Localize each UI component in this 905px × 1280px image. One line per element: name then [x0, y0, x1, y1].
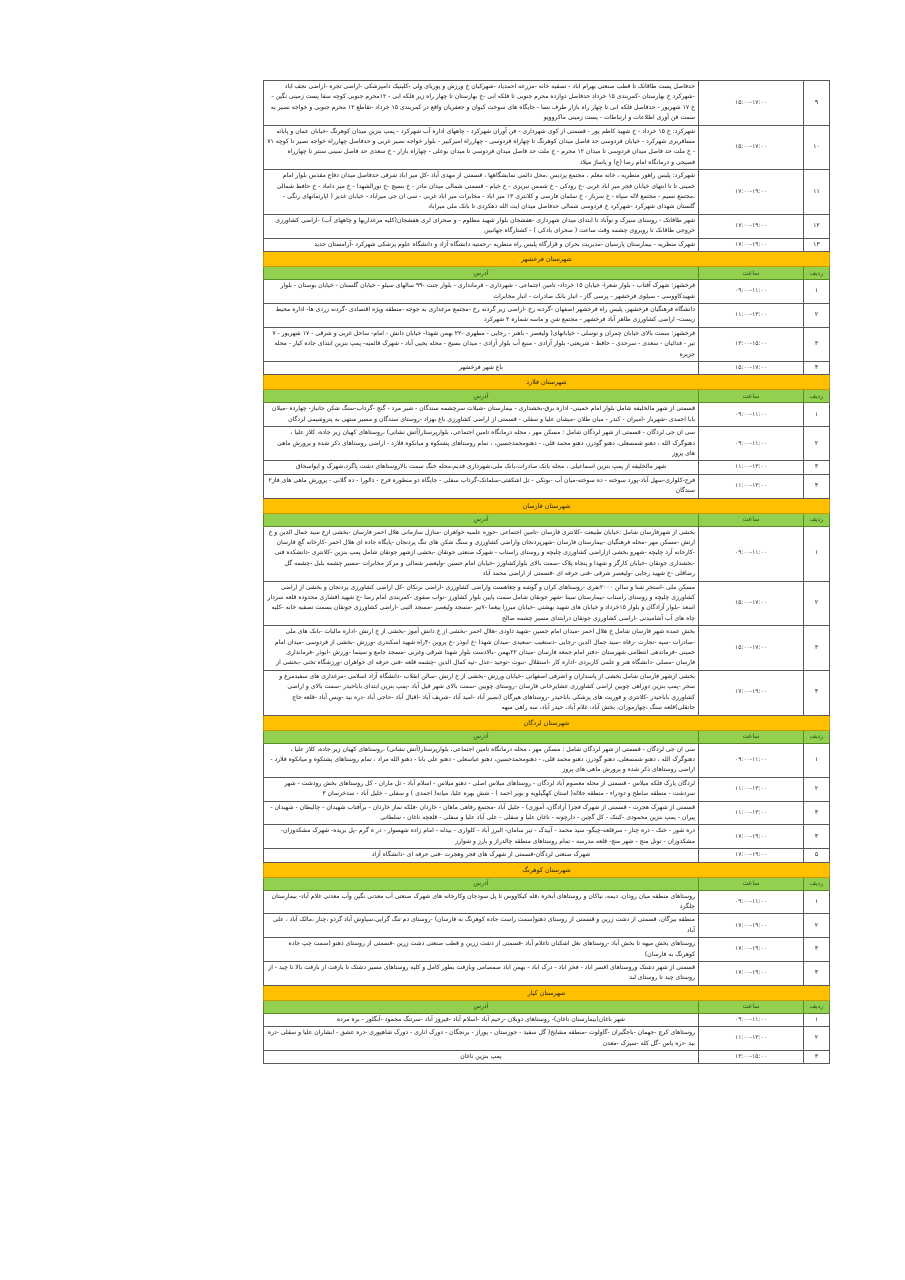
column-header-row-number: ردیف — [804, 390, 830, 403]
outage-schedule-page — [263, 80, 830, 1064]
column-header-row-number: ردیف — [804, 513, 830, 526]
column-header-row — [264, 267, 830, 280]
outage-address: باغ شهر فرخشهر — [264, 361, 699, 374]
row-number: ۱۳ — [804, 238, 830, 251]
outage-time: ۱۱:۰۰-۱۳:۰۰ — [699, 801, 804, 825]
row-number: ۲ — [804, 303, 830, 327]
column-header-time: ساعت — [699, 877, 804, 890]
table-row — [264, 777, 830, 801]
outage-time: ۱۳:۰۰-۱۵:۰۰ — [699, 327, 804, 361]
column-header-time: ساعت — [699, 1000, 804, 1013]
column-header-time: ساعت — [699, 267, 804, 280]
column-header-row — [264, 730, 830, 743]
column-header-address: آدرس — [264, 1000, 699, 1013]
county-section-header — [264, 715, 830, 730]
outage-time: ۱۷:۰۰-۱۹:۰۰ — [699, 170, 804, 215]
column-header-row — [264, 513, 830, 526]
outage-address: پمپ بنزین ناغان — [264, 1051, 699, 1064]
county-name: شهرستان کوهرنگ — [264, 862, 830, 877]
county-name: شهرستان فلارد — [264, 375, 830, 390]
outage-address: روستاهای کرچ -جهمان -باجگیران -گاولوت -منطقه مشایخ( گل سفید - جوزستان - پوراز - برنجگان - دورک اناری - دورک شاهپوری -دره عشق - ابشاران علیا و سفلی -دره بید -دره یاس -گل کله -سیرک -معدن — [264, 1027, 699, 1051]
column-header-row-number: ردیف — [804, 1000, 830, 1013]
column-header-time: ساعت — [699, 730, 804, 743]
county-section-header — [264, 375, 830, 390]
row-number: ۳ — [804, 626, 830, 671]
outage-address: شهر طاقانک - روستای سیرک و نوآباد تا ابتدای میدان شهرداری -هفشجان بلوار شهید مظلوم - و صحرای لری هفشجان(کلیه مرغداریها و چاههای آب) -اراضی کشاورزی خروجی طاقانک تا روبروی چشمه وقت ساعت ( صحرای بادکی ) - کشتارگاه جهانبین — [264, 214, 699, 238]
outage-time: ۰۹:۰۰-۱۱:۰۰ — [699, 890, 804, 914]
county-name: شهرستان کیار — [264, 985, 830, 1000]
outage-time: ۱۷:۰۰-۱۹:۰۰ — [699, 914, 804, 938]
column-header-time: ساعت — [699, 390, 804, 403]
row-number: ۳ — [804, 1051, 830, 1064]
row-number: ۲ — [804, 914, 830, 938]
outage-address: فرخشهر: سمت بالای خیابان چمران و توسلی - خیابانهای( ولیعصر - باهنر - رجایی - مطهری -۲۲ بهمن شهدا- خیابان دانش - امام- ساحل غربی و شرقی - ۱۷ شهریور - ۷ تیر - فدائیان - سعدی - سرحدی - حافظ - شریعتی- بلوار آزادی - منبع آب بلوار آزادی - میدان بسیج - محله یحیی آباد - شهرک قائمیه- پمپ بنزین ابتدای جاده کیار - محله جزیره — [264, 327, 699, 361]
outage-time: ۱۵:۰۰-۱۷:۰۰ — [699, 125, 804, 170]
column-header-row — [264, 1000, 830, 1013]
row-number: ۳ — [804, 461, 830, 474]
table-row — [264, 238, 830, 251]
table-row — [264, 801, 830, 825]
column-header-row — [264, 877, 830, 890]
outage-address: شهرکرد: خ ۱۵ خرداد - خ شهید کاظم پور - قسمتی از کوی شهرداری - فن آوران شهرکرد - چاههای اداره آب شهرکرد - پمپ بنزین میدان کوهرنگ -خیابان عمان و پایانه مسافربری شهرکرد - خیابان فردوسی حد فاصل میدان کوهرنگ تا چهاراه فردوسی - چهارراه امیرکبیر - بلوار خواجه نصیر غربی و حدفاصل چهارراه خواجه نصیر تا کوچه ۷۱ - خ ملت حد فاصل میدان فردوسی تا میدان ۱۲ محرم - خ ملت حد فاصل میدان فردوسی تا میدان بوعلی - چهاراه بازار - خ سعدی حد فاصل سینی سنتر تا چهارراه فصیحی و درمانگاه امام رضا (ع) و پاساژ میلاد — [264, 125, 699, 170]
column-header-row-number: ردیف — [804, 877, 830, 890]
row-number: ۱ — [804, 280, 830, 304]
outage-time: ۱۷:۰۰-۱۹:۰۰ — [699, 825, 804, 849]
county-section-header — [264, 498, 830, 513]
table-row — [264, 1027, 830, 1051]
outage-time: ۱۵:۰۰-۱۷:۰۰ — [699, 626, 804, 671]
table-row — [264, 81, 830, 126]
outage-time: ۱۳:۰۰-۱۵:۰۰ — [699, 1051, 804, 1064]
table-row — [264, 914, 830, 938]
row-number: ۱ — [804, 743, 830, 777]
outage-time: ۱۱:۰۰-۱۳:۰۰ — [699, 1027, 804, 1051]
table-row — [264, 427, 830, 461]
table-body — [264, 81, 830, 1064]
county-section-header — [264, 252, 830, 267]
outage-address: شهرکرد: پلیس راهور منظریه ، خانه معلم ، مجتمع پردیس ،محل دائمی نمایشگاهها ، قسمتی از مهدی آباد -کل میر اباد شرقی حدفاصل میدان دفاع مقدس بلوار امام خمینی تا تا انتهای خیابان فجر میر اباد غربی -خ رودکی - خ شمس تبریزی - خ خیام - قسمتی شمالی میدان مادر - خ بسیج -خ نورالشهدا - خ میر داماد - خ حافظ شمالی ،مجتمع نسیم - مجتمع لاله سپاه - خ سرباز - خ سلمان فارسی و کلانتری ۱۳ میر اباد - مخابرات میر اباد غربی - سی ان جی میراباد - خیابان غدیر ( اپارتمانهای رنگی - گلستان شهدای شهرکرد -شهرکرد خ فردوسی شمالی حدفاصل میدان ایت الله دهکردی تا بانک ملی میراباد — [264, 170, 699, 215]
county-name: شهرستان فارسان — [264, 498, 830, 513]
row-number: ۳ — [804, 327, 830, 361]
outage-address: فرح-کلواری-سهل آباد-پورد سوخته - ده سوخته-میان آب -بونکی - تل اشکفتی-سلمانک-گرداب سفلی - جایگاه دو منظوره فرح - دالورا - ده گلابی - پرورش ماهی های فاز۲ سندگان — [264, 474, 699, 498]
outage-address: لردگان پارک فلکه میلاس - قسمتی از محله معصوم آباد لردگان - روستاهای میلاس اصلی - دهنو میلاس - اسلام آباد - تل ماران - کل روستاهای بخش رودشت - شهر سردشت - منطقه ساطح و دودراء - منطقه جلاله( استان کهگیلویه و بویر احمد ) - شش بهره علیا، میانه( احمدی ) و سفلی - خلیل آباد - سدخرسان ۳ — [264, 777, 699, 801]
outage-address: دره شور - خنک - دره چنار - سرقلعه-چیگو- سید محمد - آبیدک - تیر سامان- البرز آباد - کلواری - بیدله - امام زاده شهسوار - در ه گرم -پل بریده- شهرک مشکدوزان- مشکدوزان - تونل منج - شهر منج- قلعه مدرسه - تمام روستاهای منطقه چالدراز و بارز و شوارز — [264, 825, 699, 849]
column-header-row-number: ردیف — [804, 730, 830, 743]
outage-address: حدفاصل پست طاقانک تا قطب صنعتی بهرام اباد - تصفیه خانه -مزرعه احمدیاد -شهرکیان خ ورزش و پوریای ولی -کلینیک دامپزشکی -اراضی تجره -اراضی نجف اباد -شهرکرد خ بهارستان -کمربندی ۱۵ خرداد حدفاصل دوازده محرم جنوبی تا فلکه ابی -خ بهارستان تا چهار راه زیر فلکه ابی - ۱۲محرم جنوبی کوچه سفا پست زمینی نگین - خ ۱۷ شهریور - حدفاصل فلکه ابی تا چهار راه بازار طرف نسا - جایگاه های سوخت کیوان و جعفریان واقع در کمربندی ۱۵ خرداد -تقاطع ۱۲ محرم جنوبی و خواجه نصیر به سمت فن آوری اطلاعات و ارتباطات - پست زمینی ماکروویو — [264, 81, 699, 126]
table-row — [264, 474, 830, 498]
row-number: ۲ — [804, 581, 830, 626]
outage-time: ۰۹:۰۰-۱۱:۰۰ — [699, 427, 804, 461]
outage-time: ۱۵:۰۰-۱۷:۰۰ — [699, 581, 804, 626]
table-row — [264, 849, 830, 862]
row-number: ۴ — [804, 825, 830, 849]
outage-address: سی ان جی لردگان - قسمتی از شهر لردگان شامل : مسکن مهر ، محله درمانگاه تامین اجتماعی، بلوارپرستار(آتش نشانی) ،روستاهای کهیان زیر جاده، کلاز علیا ، دهنوگرک الله ، دهنو شمسعلی، دهنو گودرز، دهنو محمد قلی، - دهنومحمدحسین، ، تمام روستاهای پشتکوه و میانکوه فلارد - اراضی روستاهای ذکر شده و پرورش ماهی های پروز — [264, 427, 699, 461]
column-header-address: آدرس — [264, 513, 699, 526]
table-row — [264, 303, 830, 327]
table-row — [264, 670, 830, 715]
table-row — [264, 327, 830, 361]
row-number: ۴ — [804, 361, 830, 374]
row-number: ۱۲ — [804, 214, 830, 238]
outage-time: ۱۱:۰۰-۱۳:۰۰ — [699, 461, 804, 474]
column-header-address: آدرس — [264, 390, 699, 403]
column-header-address: آدرس — [264, 267, 699, 280]
row-number: ۱ — [804, 526, 830, 581]
row-number: ۱ — [804, 1013, 830, 1026]
row-number: ۵ — [804, 849, 830, 862]
outage-address: مسکن ملی -استخر شنا و سالن ۲۰۰۰نفری -روستاهای کران و گوشه و چغاهست واراضی کشاورزی -اراضی برنکان -کل اراضی کشاورزی پردنجان و بخشی از اراضی کشاورزی چلیچه و روستای راستاب -بیمارستان سینا -شهر جونقان شامل سمت پایین بلوار کشاورز -نواب صفوی -کمربندی امام رضا -خ شهید افشاری محدوده قلعه سردار اسعد -بلوار آزادگان و بلوار ۱۵خرداد و خیابان های شهید بهشتی -خیابان میرزا بیغما -۷تیر -مسجد ولیعصر -مسجد النبی -اراضی کشاورزی جونقان بسمت تصفیه خانه -کلیه چاه های آب آشامیدنی -اراضی کشاورزی جونقان درابتدای مسیر چشمه صالح — [264, 581, 699, 626]
table-row — [264, 825, 830, 849]
outage-address: شهر مالخلیفه از پمپ بنزین اسماعیلی ، محله بانک صادرات،بانک ملی،شهرداری قدیم،محله خنگ سمت بالاروستاهای دشت پاگرد،شهرک و ابواسحاق — [264, 461, 699, 474]
county-section-header — [264, 862, 830, 877]
row-number: ۴ — [804, 962, 830, 986]
outage-time: ۰۹:۰۰-۱۱:۰۰ — [699, 743, 804, 777]
outage-address: بخش عمده شهر فارسان شامل خ هلال احمر -میدان امام حسین -شهید داودی -هلال احمر -بخشی از خ دانش آموز -بخشی از خ ارتش -اداره مالیات -بانک های ملی -صادرات -سپه -تجارت -رفاه -سید جمال الدین -رجایی -دستغیب -سعیدی -میدان شهدا -خ ابوذر -خ پروین -۴راه شهید اسکندری -ورزش -بخشی از فردوسی -میدان امام خمینی -فرماندهی انتظامی شهرستان -دفتر امام جمعه فارسان -میدان ۲۲بهمن -بالادست بلوار شهدا شرقی وغربی -مسجد جامع و سینما -ورزش -ابوذر -فرمانداری فارسان -مصلی -دانشگاه هنر و علمی کاربردی -اداره کار -استقلال -نبوت -توحید -عدل -تپه کمال الدین -چشمه قلعه -فنی حرفه ای خواهران -ورزشگاه تختی -بخشی از — [264, 626, 699, 671]
column-header-row-number: ردیف — [804, 267, 830, 280]
outage-schedule-table — [263, 80, 830, 1064]
outage-address: روستاهای بخش میهه تا بخش آباد -روستاهای نعل اشکنان تاغلام آباد -قسمتی از دشت زرین و قطب صنعتی دشت زرین -قسمتی از روستای دهنو (سمت چپ جاده کوهرنگ به فارسان) — [264, 938, 699, 962]
column-header-address: آدرس — [264, 877, 699, 890]
table-row — [264, 890, 830, 914]
table-row — [264, 170, 830, 215]
row-number: ۴ — [804, 474, 830, 498]
outage-time: ۱۱:۰۰-۱۳:۰۰ — [699, 474, 804, 498]
outage-time: ۱۵:۰۰-۱۷:۰۰ — [699, 361, 804, 374]
outage-address: شهرک منظریه - بیمارستان پارسیان -مدیریت بحران و قرارگاه پلیس راه منظریه -رحمتیه دانشگاه آزاد و دانشگاه علوم پزشکی شهرکرد -آرامستان جدید — [264, 238, 699, 251]
outage-address: قسمتی از شهر دشتک وروستاهای افسر اباد - فخر اباد - درک اباد - بهمن اباد صمصامی وبازفت بطور کامل و کلیه روستاهای مسیر دشتک تا بازفت از بازفت بالا تا چید - از روستای چید تا روستای لبد — [264, 962, 699, 986]
row-number: ۹ — [804, 81, 830, 126]
table-row — [264, 403, 830, 427]
outage-address: شهرک صنعتی لردگان-قسمتی از شهرک های فجر وهجرت -فنی حرفه ای -دانشگاه آزاد — [264, 849, 699, 862]
column-header-time: ساعت — [699, 513, 804, 526]
row-number: ۲ — [804, 1027, 830, 1051]
outage-time: ۱۷:۰۰-۱۹:۰۰ — [699, 214, 804, 238]
county-name: شهرستان فرخشهر — [264, 252, 830, 267]
row-number: ۲ — [804, 427, 830, 461]
outage-time: ۱۷:۰۰-۱۹:۰۰ — [699, 238, 804, 251]
table-row — [264, 1013, 830, 1026]
table-row — [264, 526, 830, 581]
outage-time: ۰۹:۰۰-۱۱:۰۰ — [699, 403, 804, 427]
outage-time: ۱۵:۰۰-۱۷:۰۰ — [699, 81, 804, 126]
outage-address: قسمتی از شهر مالخلیفه شامل بلوار امام خمینی- اداره برق-بخشداری - بیمارستان -شیلات سرچشمه سندگان - شیر مرد - گنج -گرداب-سنگ شکن جانباز- چهارده -میلان بابا احمدی -شهریار -امیران - کندر - میان طلان -میشان علیا و سفلی - قسمتی از اراضی کشاورزی باغ بهزاد -روستای سندگان و مسیر منتهی به پتروشیمی لردگان — [264, 403, 699, 427]
county-section-header — [264, 985, 830, 1000]
outage-address: شهر ناغان(بیمارستان ناغان)- روستاهای دوبلان -رحیم آباد -اسلام آباد -فیروز آباد -سرتنگ محمود -آبگلور - بره مرده — [264, 1013, 699, 1026]
table-row — [264, 743, 830, 777]
outage-address: منطقه بیرگان، قسمتی از دشت زرین و قسمتی از روستای دهنو(سمت راست جاده کوهرنگ به فارسان) -روستای دم تنگ گرایی،سیاوش آباد گردو ،چنار ،مالک آباد ، علی آباد — [264, 914, 699, 938]
row-number: ۱ — [804, 403, 830, 427]
outage-address: روستاهای منطقه میان رودان، دیمه، نیاکان و روستاهای آبخره ،قله کیکاووس تا پل سودجان وکارخانه های شهرک صنعتی آب معدنی نگین وآب معدنی غلام آباد- بیمارستان چلگرد — [264, 890, 699, 914]
row-number: ۱ — [804, 890, 830, 914]
outage-time: ۱۷:۰۰-۱۹:۰۰ — [699, 938, 804, 962]
row-number: ۳ — [804, 801, 830, 825]
outage-time: ۱۱:۰۰-۱۳:۰۰ — [699, 303, 804, 327]
outage-address: بخشی ازشهر فارسان شامل بخشی از پاسداران و اشرفی اصفهانی -خیابان ورزش -بخشی از خ ارتش -سالن انقلاب -دانشگاه آزاد اسلامی -مرغداری های سفیدمرغ و سحر -پمپ بنزین دوراهی چوبین اراضی کشاورزی عشایرخانی فارسان -روستای چوبین -سمت بالای شهر قیل آباد -پمپ بنزین ابتدای باباحیدر -سمت بالای و اراضی کشاورزی باباحیدر -کلانتری و فوریت های پزشکی باباحیدر -روستاهای هیرگان (نصیر آباد -امید آباد -شریف آباد -اقبال آباد -حاجی آباد -دره بید -ویس آباد -قلعه حاج جانقلی)قلعه سنگ ،چهارموران، بخش آباد، غلام آباد، حیدر آباد، سه راهی میهه — [264, 670, 699, 715]
row-number: ۳ — [804, 938, 830, 962]
column-header-address: آدرس — [264, 730, 699, 743]
outage-address: دانشگاه فرهنگیان فرخشهر، پلیس راه فرخشهر اصفهان -گردنه رخ -اراضی زیر گردنه رخ -مجتمع مرغداری به جوجه -منطقه ویژه اقتصادی -گردنه زردی ها- اداره محیط زیست- اراضی کشاورزی طاهر آباد فرخشهر - مجتمع شن و ماسه شماره ۲ شهرکرد — [264, 303, 699, 327]
row-number: ۱۱ — [804, 170, 830, 215]
outage-address: قسمتی از شهرک هجرت - قسمتی از شهرک فجر( آزادگان، آموزی) - جلیل آباد -مجتمع رفاهی ماهان - خاردان -فلکه نماز خاردان - برآفتاب شهیدان - چالیطان - شهیدان - پیران - پمپ بنزین محمودی -کینک - کل گچین - دارچونه - ناغان علیا و سفلی - علی آباد علیا و سفلی - قلعچه ناغان - سلطانی — [264, 801, 699, 825]
outage-address: سی ان جی لردگان - قسمتی از شهر لردگان شامل : مسکن مهر ، محله درمانگاه تامین اجتماعی، بلوارپرستار(آتش نشانی) ،روستاهای کهیان زیر جاده، کلاز علیا ، دهنوگرک الله ، دهنو شمسعلی، دهنو گودرز، دهنو محمد قلی، - دهنومحمدحسین، دهنو عباسعلی - دهنو علی بابا - دهنو الله مراد ، تمام روستاهای پشتکوه و میانکوه فلارد - اراضی روستاهای ذکر شده و پرورش ماهی های پروز — [264, 743, 699, 777]
row-number: ۱۰ — [804, 125, 830, 170]
outage-address: فرخشهر: شهرک آفتاب - بلوار شعرا- خیابان ۱۵ خرداد- تامین اجتماعی - شهرداری - فرمانداری - بلوار جنت -۹۹ سالهای سیلو - خیابان گلستان - خیابان بوستان - بلوار شهیدکاووسی - سیلوی فرخشهر - پرسی گاز - انبار بانک صادرات - انبار مخابرات — [264, 280, 699, 304]
column-header-row — [264, 390, 830, 403]
outage-time: ۱۷:۰۰-۱۹:۰۰ — [699, 962, 804, 986]
table-row — [264, 214, 830, 238]
table-row — [264, 361, 830, 374]
table-row — [264, 125, 830, 170]
outage-time: ۰۹:۰۰-۱۱:۰۰ — [699, 280, 804, 304]
table-row — [264, 1051, 830, 1064]
county-name: شهرستان لردگان — [264, 715, 830, 730]
row-number: ۴ — [804, 670, 830, 715]
table-row — [264, 962, 830, 986]
table-row — [264, 626, 830, 671]
table-row — [264, 461, 830, 474]
outage-time: ۰۹:۰۰-۱۱:۰۰ — [699, 1013, 804, 1026]
outage-time: ۱۷:۰۰-۱۹:۰۰ — [699, 670, 804, 715]
outage-time: ۰۹:۰۰-۱۱:۰۰ — [699, 526, 804, 581]
table-row — [264, 938, 830, 962]
outage-time: ۱۱:۰۰-۱۳:۰۰ — [699, 777, 804, 801]
row-number: ۲ — [804, 777, 830, 801]
outage-time: ۱۷:۰۰-۱۹:۰۰ — [699, 849, 804, 862]
outage-address: بخشی از شهرفارسان شامل :خیابان طبیعت -کلانتری فارسان -تامین اجتماعی -حوزه علمیه خواهران -منازل سازمانی هلال احمر فارسان -بخشی ازخ سید جمال الدین و خ ارتش -مسکن مهر -محله فرهنگیان -بیمارستان فارسان -شهرپردنجان واراضی کشاورزی و سنگ شکن های تنگ پردنجان -پایگاه جاده ای هلال احمر -کارخانه گچ فارسان -کارخانه آرد چلیچه -شهرو بخشی ازاراضی کشاورزی چلیچه و روستای راستاب - شهرک صنعتی جونقان -بخشی ازشهر جونقان شامل پمپ بنزین -کلانتری -دانشکده فنی -بخشداری جونقان -خیابان کارگر و شهدا و پنجاه پلاک -سمت بالای بلوارکشاورز -خیابان امام حسین -ولیعصر شمالی و مرکز مخابرات -مسیر چشمه بلبل -چشمه گل رضاقلی -خ شهید رجایی -ولیعصر شرقی -فنی حرفه ای -قسمتی از اراضی محمد آباد — [264, 526, 699, 581]
table-row — [264, 581, 830, 626]
table-row — [264, 280, 830, 304]
